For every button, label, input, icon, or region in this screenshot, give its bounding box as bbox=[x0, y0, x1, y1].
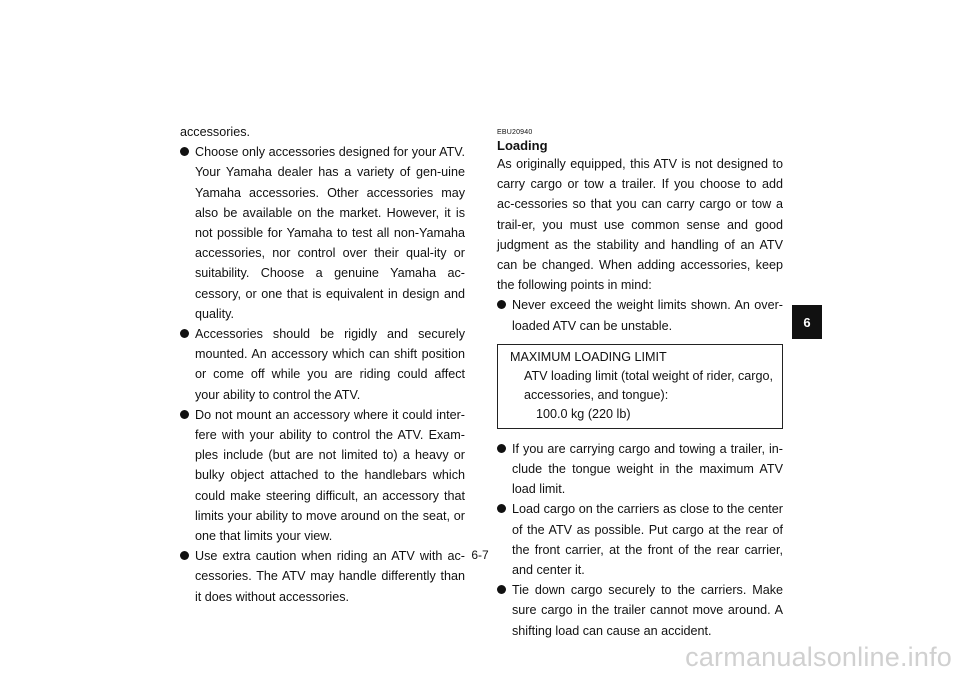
page-number: 6-7 bbox=[471, 548, 489, 562]
list-item bbox=[497, 580, 783, 641]
chapter-tab: 6 bbox=[792, 305, 822, 339]
intro-paragraph: As originally equipped, this ATV is not designed to carry cargo or tow a trailer. If you choose to add ac-cessories so that you can carry cargo or tow a trail-er, you must use common sense and good judgment as the stability and handling of an ATV can be changed. When adding accessories, keep the following points in mind: bbox=[497, 157, 783, 293]
list-item-text: Tie down cargo securely to the carriers. Make sure cargo in the trailer cannot move around. A shifting load can cause an accident. bbox=[512, 583, 783, 638]
loading-limit-box bbox=[497, 344, 783, 429]
bullet-icon bbox=[497, 585, 506, 594]
intro-text: accessories. bbox=[180, 125, 250, 139]
box-value: 100.0 kg (220 lb) bbox=[536, 406, 631, 421]
list-item bbox=[180, 142, 465, 324]
box-line: ATV loading limit (total weight of rider, cargo, bbox=[524, 368, 773, 383]
list-item-text: Accessories should be rigidly and securely mounted. An accessory which can shift position or come off while you are riding could affect your ability to control the ATV. bbox=[195, 327, 465, 402]
bullet-icon bbox=[180, 147, 189, 156]
bullet-icon bbox=[180, 410, 189, 419]
watermark: carmanualsonline.info bbox=[685, 642, 952, 672]
list-item-text: Choose only accessories designed for your ATV. Your Yamaha dealer has a variety of gen-uine Yamaha accessories. Other accessories may also be available on the market. However, it is not possible for Yamaha to test all non-Yamaha accessories, nor control over their qual-ity or suitability. Choose a genuine Yamaha ac-cessory, or one that is equivalent in design and quality. bbox=[195, 145, 465, 321]
box-title: MAXIMUM LOADING LIMIT bbox=[510, 349, 667, 364]
list-item-text: Use extra caution when riding an ATV with ac-cessories. The ATV may handle differently than it does without accessories. bbox=[195, 549, 465, 604]
bullet-icon bbox=[497, 300, 506, 309]
bullet-icon bbox=[497, 504, 506, 513]
list-item-text: Never exceed the weight limits shown. An over-loaded ATV can be unstable. bbox=[512, 298, 783, 333]
list-item bbox=[497, 499, 783, 580]
list-item-text: If you are carrying cargo and towing a trailer, in-clude the tongue weight in the maximum ATV load limit. bbox=[512, 441, 783, 497]
bullet-icon bbox=[497, 444, 506, 453]
box-line: accessories, and tongue): bbox=[524, 387, 669, 402]
list-item bbox=[180, 324, 465, 405]
left-column bbox=[180, 122, 465, 607]
section-heading: Loading bbox=[497, 138, 548, 153]
list-item bbox=[497, 295, 783, 335]
list-item-text: Do not mount an accessory where it could inter-fere with your ability to control the ATV. Exam-ples include (but are not limited to) a heavy or bulky object attached to the handlebars which could make steering difficult, an accessory that limits your ability to move around on the seat, or one that limits your view. bbox=[195, 407, 465, 544]
section-code: EBU20940 bbox=[497, 129, 533, 136]
right-column bbox=[497, 128, 783, 641]
list-item-text: Load cargo on the carriers as close to the center of the ATV as possible. Put cargo at the rear of the front carrier, at the front of the rear carrier, and center it. bbox=[512, 502, 783, 578]
list-item bbox=[180, 405, 465, 546]
list-item bbox=[497, 439, 783, 500]
bullet-icon bbox=[180, 329, 189, 338]
